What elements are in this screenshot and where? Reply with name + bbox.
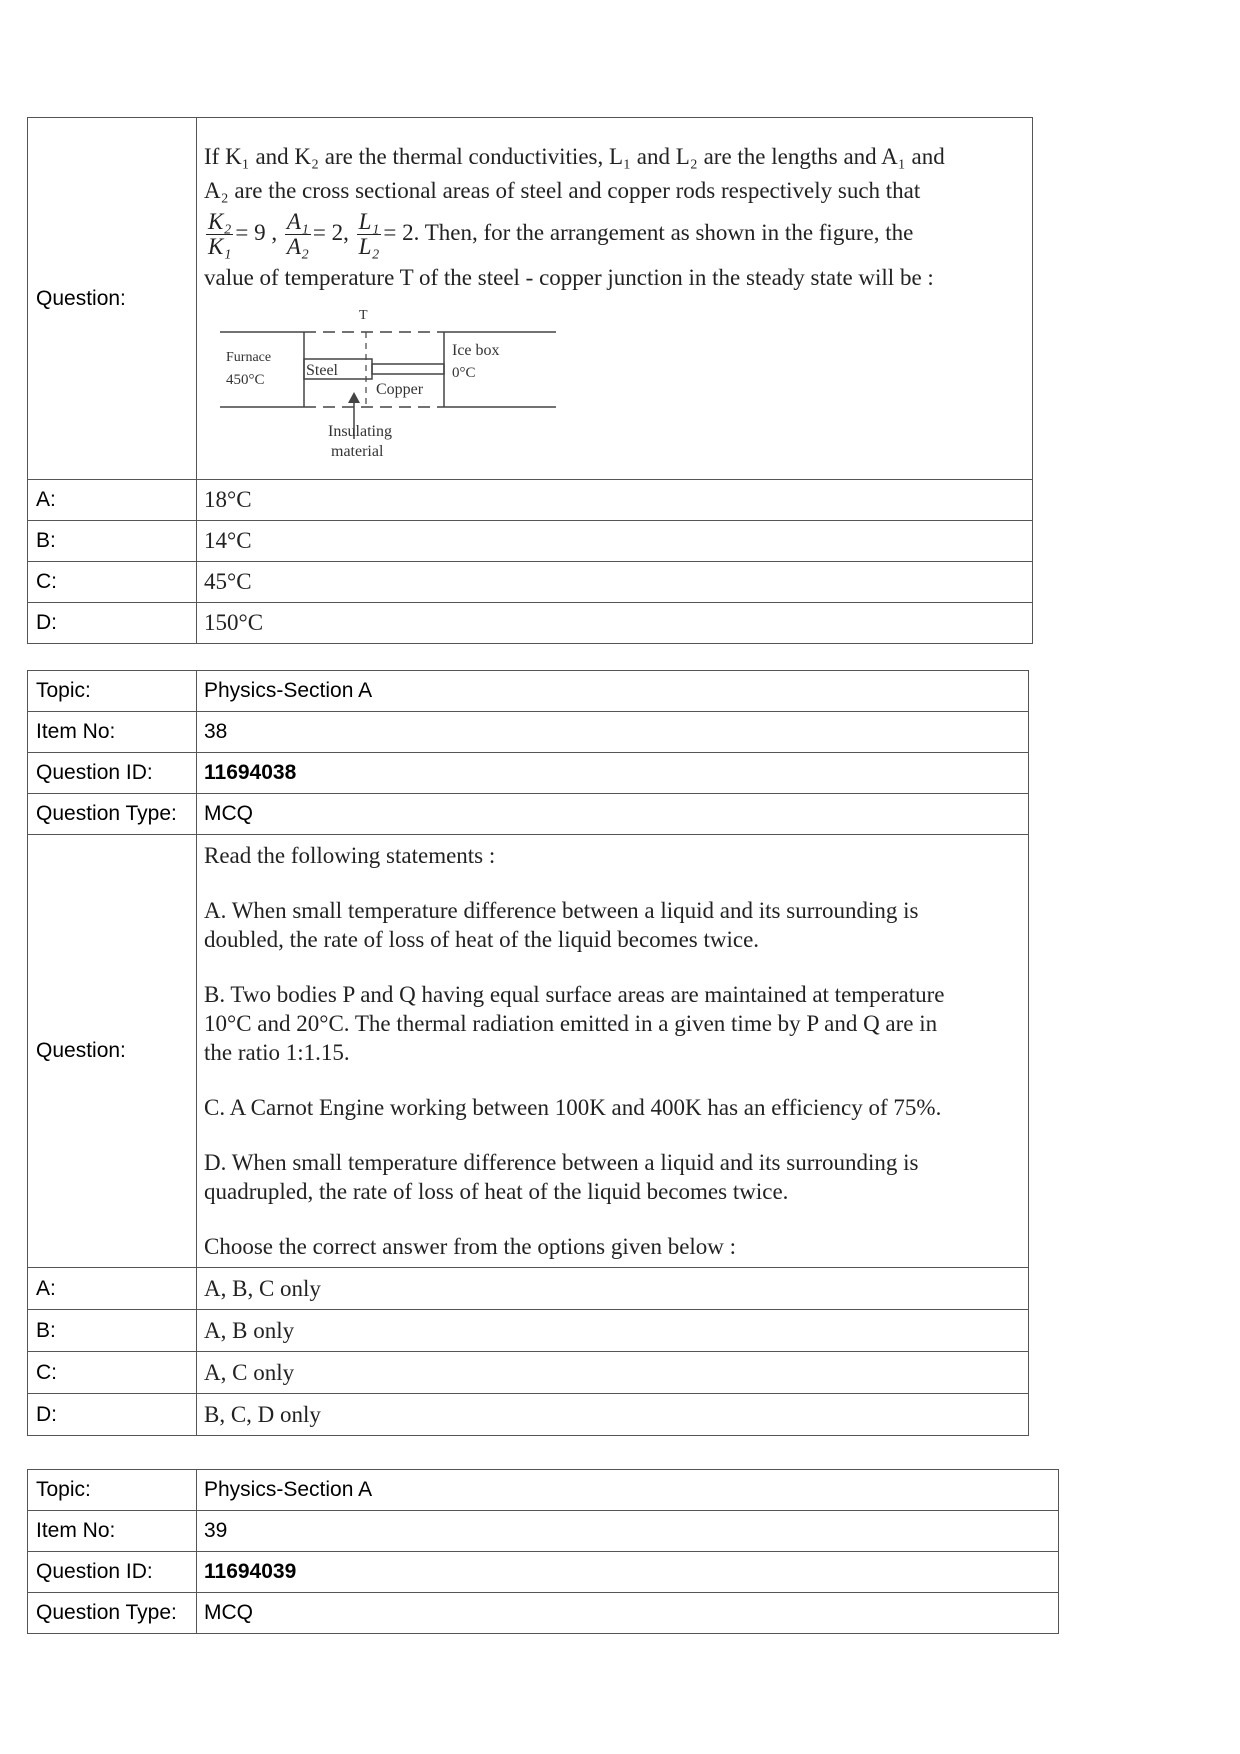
statement-b-line: the ratio 1:1.15. <box>204 1040 350 1065</box>
equals-text: = 9 , <box>235 219 278 245</box>
question-id-row <box>28 753 1029 794</box>
fraction-l: $\frac{\text{L₁}}{\text{L₂}}$ <box>358 209 380 259</box>
question-row <box>28 835 1029 1268</box>
statement-d-line: D. When small temperature difference between a liquid and its surrounding is <box>204 1150 919 1175</box>
option-label: C: <box>28 1352 197 1394</box>
option-text: B, C, D only <box>197 1394 1029 1436</box>
item-label: Item No: <box>28 1511 197 1552</box>
question-content <box>197 118 1033 480</box>
copper-label: Copper <box>376 381 424 398</box>
option-row-b <box>28 1310 1029 1352</box>
topic-row <box>28 1470 1059 1511</box>
equals-text: = 2. Then, for the arrangement as shown in the figure, the <box>383 219 914 245</box>
option-label: B: <box>28 521 197 562</box>
option-text: 18°C <box>197 480 1033 521</box>
choose-instruction: Choose the correct answer from the options given below : <box>204 1234 737 1259</box>
item-label: Item No: <box>28 712 197 753</box>
statement-b-line: 10°C and 20°C. The thermal radiation emitted in a given time by P and Q are in <box>204 1011 938 1036</box>
option-row-d <box>28 603 1033 644</box>
option-label: A: <box>28 480 197 521</box>
question-type-label: Question Type: <box>28 794 197 835</box>
option-label: D: <box>28 603 197 644</box>
fraction-a: $\frac{\text{A₁}}{\text{A₂}}$ <box>286 209 309 259</box>
option-row-b <box>28 521 1033 562</box>
question-line: A₂ are the cross sectional areas of steel and copper rods respectively such that <box>204 178 921 203</box>
option-label: A: <box>28 1268 197 1310</box>
topic-value: Physics-Section A <box>197 671 1029 712</box>
question-table-37 <box>27 117 1033 644</box>
question-label: Question: <box>28 835 197 1268</box>
option-text: A, C only <box>197 1352 1029 1394</box>
statement-a-line: doubled, the rate of loss of heat of the liquid becomes twice. <box>204 927 760 952</box>
option-label: C: <box>28 562 197 603</box>
option-label: D: <box>28 1394 197 1436</box>
equals-text: = 2, <box>312 219 349 245</box>
question-id-value: 11694038 <box>204 761 297 784</box>
question-id-row <box>28 1552 1059 1593</box>
item-value: 38 <box>197 712 1029 753</box>
question-id-value: 11694039 <box>204 1560 297 1583</box>
topic-value: Physics-Section A <box>197 1470 1059 1511</box>
item-row <box>28 712 1029 753</box>
statement-c: C. A Carnot Engine working between 100K and 400K has an efficiency of 75%. <box>204 1095 942 1120</box>
question-type-value: MCQ <box>197 1593 1059 1634</box>
statement-intro: Read the following statements : <box>204 843 496 868</box>
insulating-label: Insulating <box>328 423 392 440</box>
question-type-row <box>28 1593 1059 1634</box>
fraction-k: $\frac{\text{K₂}}{\text{K₁}}$ <box>208 209 232 259</box>
topic-label: Topic: <box>28 1470 197 1511</box>
material-label: material <box>331 443 384 459</box>
question-row <box>28 118 1033 480</box>
furnace-temp-label: 450°C <box>226 372 265 388</box>
statement-d-line: quadrupled, the rate of loss of heat of the liquid becomes twice. <box>204 1179 789 1204</box>
statement-b-line: B. Two bodies P and Q having equal surface areas are maintained at temperature <box>204 982 945 1007</box>
question-line: value of temperature T of the steel - copper junction in the steady state will be : <box>204 265 934 290</box>
ratio-line <box>204 210 1024 259</box>
steel-label: Steel <box>306 362 338 379</box>
option-text: 14°C <box>197 521 1033 562</box>
junction-temp-label: T <box>359 308 368 323</box>
question-content <box>197 835 1029 1268</box>
question-label: Question: <box>28 118 197 480</box>
option-text: A, B, C only <box>197 1268 1029 1310</box>
item-value: 39 <box>197 1511 1059 1552</box>
option-text: 150°C <box>197 603 1033 644</box>
rod-arrangement-figure <box>204 299 584 459</box>
option-text: A, B only <box>197 1310 1029 1352</box>
icebox-label: Ice box <box>452 342 500 359</box>
question-table-39 <box>27 1469 1059 1634</box>
question-id-label: Question ID: <box>28 753 197 794</box>
option-text: 45°C <box>197 562 1033 603</box>
question-line: If K₁ and K₂ are the thermal conductivities, L₁ and L₂ are the lengths and A₁ and <box>204 144 945 169</box>
question-type-label: Question Type: <box>28 1593 197 1634</box>
furnace-label: Furnace <box>226 350 272 365</box>
option-row-d <box>28 1394 1029 1436</box>
statement-a-line: A. When small temperature difference between a liquid and its surrounding is <box>204 898 919 923</box>
option-row-a <box>28 1268 1029 1310</box>
question-type-value: MCQ <box>197 794 1029 835</box>
icebox-temp-label: 0°C <box>452 365 476 381</box>
item-row <box>28 1511 1059 1552</box>
question-table-38 <box>27 670 1029 1436</box>
question-id-label: Question ID: <box>28 1552 197 1593</box>
question-type-row <box>28 794 1029 835</box>
option-row-a <box>28 480 1033 521</box>
option-row-c <box>28 562 1033 603</box>
option-label: B: <box>28 1310 197 1352</box>
topic-row <box>28 671 1029 712</box>
topic-label: Topic: <box>28 671 197 712</box>
option-row-c <box>28 1352 1029 1394</box>
